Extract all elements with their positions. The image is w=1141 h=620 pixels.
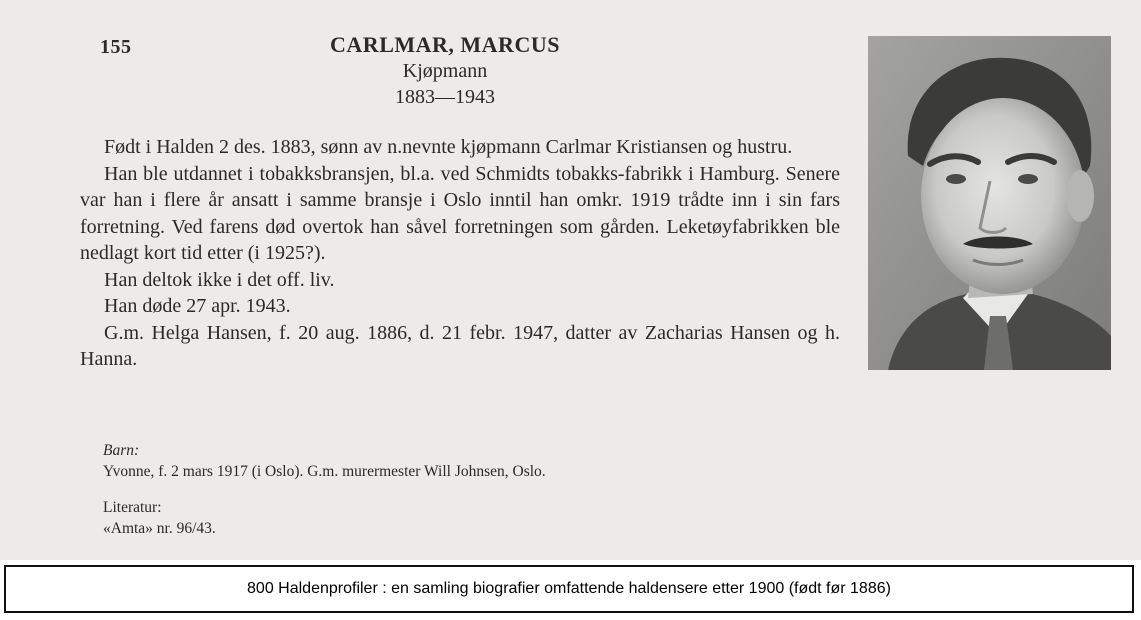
biography-paragraph: Han ble utdannet i tobakksbransjen, bl.a. ved Schmidts tobakks-fabrikk i Hamburg. Senere var han i flere år ansatt i samme bransje i Oslo inntil han omkr. 1919 trådte inn i sin fars forretning. Ved farens død overtok han såvel forretningen som gården. Leketøyfabrikken ble nedlagt kort tid etter (i 1925?). [80, 162, 840, 264]
literature-label: Literatur: [103, 499, 162, 516]
biography-paragraph: G.m. Helga Hansen, f. 20 aug. 1886, d. 21 febr. 1947, datter av Zacharias Hansen og h. Hanna. [80, 321, 840, 370]
entry-occupation: Kjøpmann [402, 60, 488, 82]
biography-paragraph: Han deltok ikke i det off. liv. [104, 268, 335, 291]
literature-text: «Amta» nr. 96/43. [103, 520, 216, 537]
biography-text [80, 134, 840, 373]
entry-name: CARLMAR, MARCUS [330, 32, 560, 57]
entry-years: 1883—1943 [395, 86, 495, 108]
biography-paragraph: Født i Halden 2 des. 1883, sønn av n.nevnte kjøpmann Carlmar Kristiansen og hustru. [104, 136, 793, 158]
biography-paragraph: Han døde 27 apr. 1943. [104, 295, 291, 317]
caption-text: 800 Haldenprofiler : en samling biografier omfattende haldensere etter 1900 (født før 1886) [247, 580, 891, 597]
portrait-illustration [868, 36, 1111, 370]
children-section [103, 440, 823, 482]
caption-box [4, 565, 1134, 613]
children-text: Yvonne, f. 2 mars 1917 (i Oslo). G.m. murermester Will Johnsen, Oslo. [103, 463, 546, 480]
entry-number: 155 [100, 36, 132, 58]
literature-section [103, 497, 703, 539]
portrait-photo [868, 36, 1111, 370]
children-label: Barn: [103, 442, 140, 459]
